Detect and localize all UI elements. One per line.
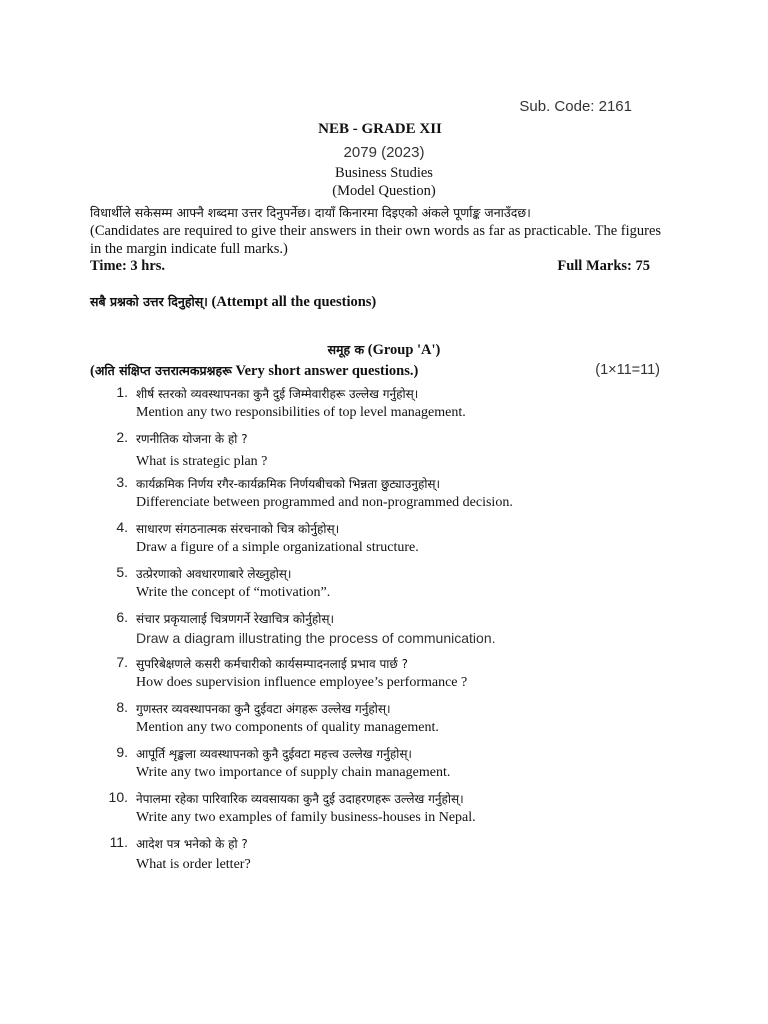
exam-year: 2079 (2023) — [343, 144, 425, 161]
section-marks: (1×11=11) — [595, 362, 660, 378]
full-marks: Full Marks: 75 — [557, 258, 650, 274]
question-english: Write the concept of “motivation”. — [136, 585, 331, 600]
question-number: 1. — [116, 384, 128, 400]
question-english: Differenciate between programmed and non-programmed decision. — [136, 495, 513, 510]
question-item — [104, 384, 664, 429]
question-nepali: साधारण संगठनात्मक संरचनाको चित्र कोर्नुहोस्। — [136, 522, 340, 536]
question-item — [104, 789, 664, 834]
question-number: 7. — [116, 654, 128, 670]
question-item — [104, 744, 664, 789]
question-item — [104, 564, 664, 609]
question-nepali: नेपालमा रहेका पारिवारिक व्यवसायका कुनै दुई उदाहरणहरू उल्लेख गर्नुहोस्। — [136, 792, 464, 806]
question-item — [104, 519, 664, 564]
question-english: Write any two importance of supply chain management. — [136, 765, 451, 780]
question-item — [104, 699, 664, 744]
question-nepali: कार्यक्रमिक निर्णय रगैर-कार्यक्रमिक निर्णयबीचको भिन्नता छुट्याउनुहोस्। — [136, 477, 441, 491]
question-number: 5. — [116, 564, 128, 580]
question-english: Draw a figure of a simple organizational structure. — [136, 540, 419, 555]
question-english: Draw a diagram illustrating the process of communication. — [136, 630, 496, 646]
question-nepali: शीर्ष स्तरको व्यवस्थापनका कुनै दुई जिम्मेवारीहरू उल्लेख गर्नुहोस्। — [136, 387, 419, 401]
question-item — [104, 654, 664, 699]
question-number: 10. — [108, 789, 128, 805]
subheading-nepali: अति संक्षिप्त उत्तरात्मकप्रश्नहरू — [94, 363, 232, 378]
question-number: 9. — [116, 744, 128, 760]
exam-subject: Business Studies — [335, 165, 433, 181]
question-nepali: आदेश पत्र भनेको के हो ? — [136, 837, 248, 851]
question-item — [104, 429, 664, 474]
question-nepali: सुपरिबेक्षणले कसरी कर्मचारीको कार्यसम्पादनलाई प्रभाव पार्छ ? — [136, 657, 408, 671]
question-number: 11. — [109, 834, 128, 850]
question-number: 3. — [116, 474, 128, 490]
question-english: How does supervision influence employee’s performance ? — [136, 675, 468, 690]
instructions-english: (Candidates are required to give their answers in their own words as far as practicable. The figures in the margin indicate full marks.) — [90, 223, 662, 257]
section-subheading — [90, 362, 660, 380]
question-number: 2. — [116, 429, 128, 445]
subheading-open-paren: ( — [90, 363, 95, 379]
attempt-nepali: सबै प्रश्नको उत्तर दिनुहोस्। — [90, 294, 208, 309]
question-list — [104, 384, 664, 879]
question-number: 4. — [116, 519, 128, 535]
question-nepali: रणनीतिक योजना के हो ? — [136, 432, 248, 446]
question-nepali: उत्प्रेरणाको अवधारणाबारे लेख्नुहोस्। — [136, 567, 292, 581]
question-english: What is strategic plan ? — [136, 454, 268, 469]
exam-time: Time: 3 hrs. — [90, 258, 166, 274]
attempt-instruction — [90, 293, 376, 311]
exam-title: NEB - GRADE XII — [318, 121, 442, 137]
question-english: Mention any two responsibilities of top level management. — [136, 405, 466, 420]
question-english: Write any two examples of family business-houses in Nepal. — [136, 810, 476, 825]
question-item — [104, 834, 664, 879]
question-item — [104, 474, 664, 519]
question-english: Mention any two components of quality management. — [136, 720, 439, 735]
question-nepali: आपूर्ति शृङ्खला व्यवस्थापनको कुनै दुईवटा महत्त्व उल्लेख गर्नुहोस्। — [136, 747, 412, 761]
question-item — [104, 609, 664, 654]
question-english: What is order letter? — [136, 857, 251, 872]
question-nepali: गुणस्तर व्यवस्थापनका कुनै दुईवटा अंगहरू उल्लेख गर्नुहोस्। — [136, 702, 391, 716]
instructions-nepali: विधार्थीले सकेसम्म आफ्नै शब्दमा उत्तर दिनुपर्नेछ। दायाँ किनारमा दिइएको अंकले पूर्णाङ्क जनाउँदछ। — [90, 205, 531, 220]
exam-type: (Model Question) — [332, 183, 436, 199]
question-number: 6. — [116, 609, 128, 625]
group-nepali: समूह क — [327, 342, 365, 357]
attempt-english: (Attempt all the questions) — [211, 294, 377, 310]
group-english: (Group 'A') — [367, 342, 441, 358]
question-number: 8. — [116, 699, 128, 715]
subject-code: Sub. Code: 2161 — [519, 98, 632, 115]
question-nepali: संचार प्रकृयालाई चित्रणगर्ने रेखाचित्र कोर्नुहोस्। — [136, 612, 335, 626]
subheading-english: Very short answer questions.) — [235, 363, 419, 379]
group-heading — [0, 341, 768, 359]
